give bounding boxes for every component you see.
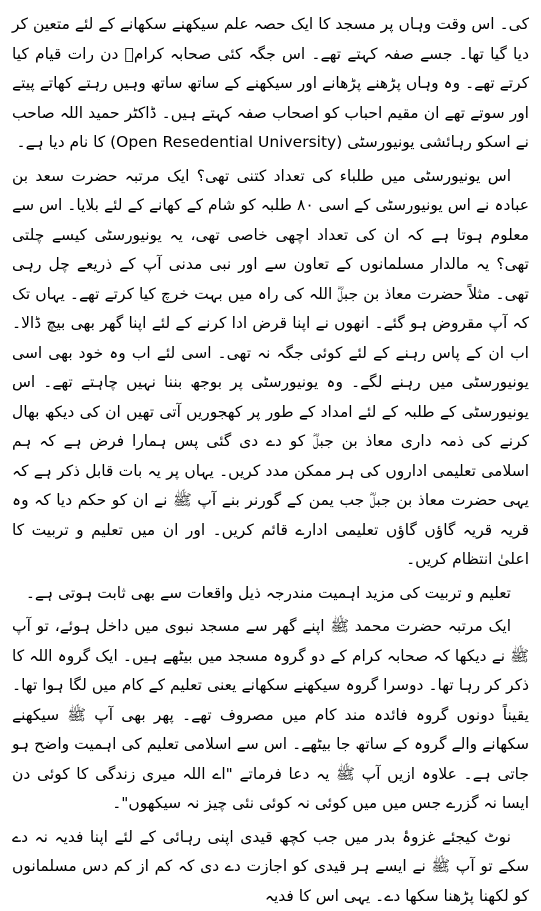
paragraph-university-students: اس یونیورسٹی میں طلباء کی تعداد کتنی تھی؟ ایک مرتبہ حضرت سعد بن عبادہ نے اس یونیورسٹی کے اسی ۸۰ طلبہ کو شام کے کھانے کے لئے بلایا۔ اس سے معلوم ہوتا ہے کہ ان کی تعداد اچھی خاصی تھی، یہ یونیورسٹی کیسے چلتی تھی؟ یہ مالدار مسلمانوں کے تعاون سے اور نبی مدنی آپ کے ذریعے چل رہی تھی۔ مثلاً حضرت معاذ بن جبلؓ اللہ کی راہ میں بہت خرچ کیا کرتے تھے۔ یہاں تک کہ آپ مقروض ہو گئے۔ انھوں نے اپنا قرض ادا کرنے کے لئے اپنا گھر بھی بیچ ڈالا۔ اب ان کے پاس رہنے کے لئے کوئی جگہ نہ تھی۔ اسی لئے اب وہ خود بھی اسی یونیورسٹی میں رہنے لگے۔ وہ یونیورسٹی پر بوجھ بننا نہیں چاہتے تھے۔ اس یونیورسٹی کے طلبہ کے لئے امداد کے طور پر کھجوریں آتی تھیں ان کی دیکھ بھال کرنے کی ذمہ داری معاذ بن جبلؓ کو دے دی گئی پس ہمارا فرض ہے کہ ہم اسلامی تعلیمی اداروں کی ہر ممکن مدد کریں۔ یہاں پر یہ بات قابل ذکر ہے کہ یہی حضرت معاذ بن جبلؓ جب یمن کے گورنر بنے آپ ﷺ نے ان کو حکم دیا کہ وہ قریہ قریہ گاؤں گاؤں تعلیمی ادارے قائم کریں۔ اور ان میں تعلیم و تربیت کا اعلیٰ انتظام کریں۔ [12, 162, 529, 575]
paragraph-badr-prisoners: نوٹ کیجئے غزوۂ بدر میں جب کچھ قیدی اپنی رہائی کے لئے اپنا فدیہ نہ دے سکے تو آپ ﷺ نے ایسے ہر قیدی کو اجازت دے دی کہ کم از کم دس مسلمانوں کو لکھنا پڑھنا سکھا دے۔ یہی اس کا فدیہ [12, 823, 529, 911]
paragraph-two-groups: ایک مرتبہ حضرت محمد ﷺ اپنے گھر سے مسجد نبوی میں داخل ہوئے، تو آپ ﷺ نے دیکھا کہ صحابہ کرام کے دو گروہ مسجد میں بیٹھے ہیں۔ ایک گروہ اللہ کا ذکر کر رہا تھا۔ دوسرا گروہ سیکھنے سکھانے یعنی تعلیم کے کام میں لگا ہوا تھا۔ یقیناً دونوں گروہ فائدہ مند کام میں مصروف تھے۔ پھر بھی آپ ﷺ سیکھنے سکھانے والے گروہ کے ساتھ جا بیٹھے۔ اس سے اسلامی تعلیم کی اہمیت واضح ہو جاتی ہے۔ علاوہ ازیں آپ ﷺ یہ دعا فرماتے "اے اللہ میری زندگی کا کوئی دن ایسا نہ گزرے جس میں میں کوئی نہ کوئی نئی چیز نہ سیکھوں"۔ [12, 612, 529, 819]
paragraph-education-importance: تعلیم و تربیت کی مزید اہمیت مندرجہ ذیل واقعات سے بھی ثابت ہوتی ہے۔ [12, 579, 529, 609]
paragraph-suffa: کی۔ اس وقت وہاں پر مسجد کا ایک حصہ علم سیکھنے سکھانے کے لئے متعین کر دیا گیا تھا۔ جسے صفہ کہتے تھے۔ اس جگہ کئی صحابہ کرامؓ دن رات قیام کیا کرتے تھے۔ وہ وہاں پڑھنے پڑھانے اور سیکھنے کے ساتھ ساتھ وہیں رہتے کھاتے پیتے اور سوتے تھے ان مقیم احباب کو اصحاب صفہ کہتے ہیں۔ ڈاکٹر حمید اللہ صاحب نے اسکو رہائشی یونیورسٹی (Open Resedential University) کا نام دیا ہے۔ [12, 10, 529, 158]
document-page [12, 10, 529, 860]
